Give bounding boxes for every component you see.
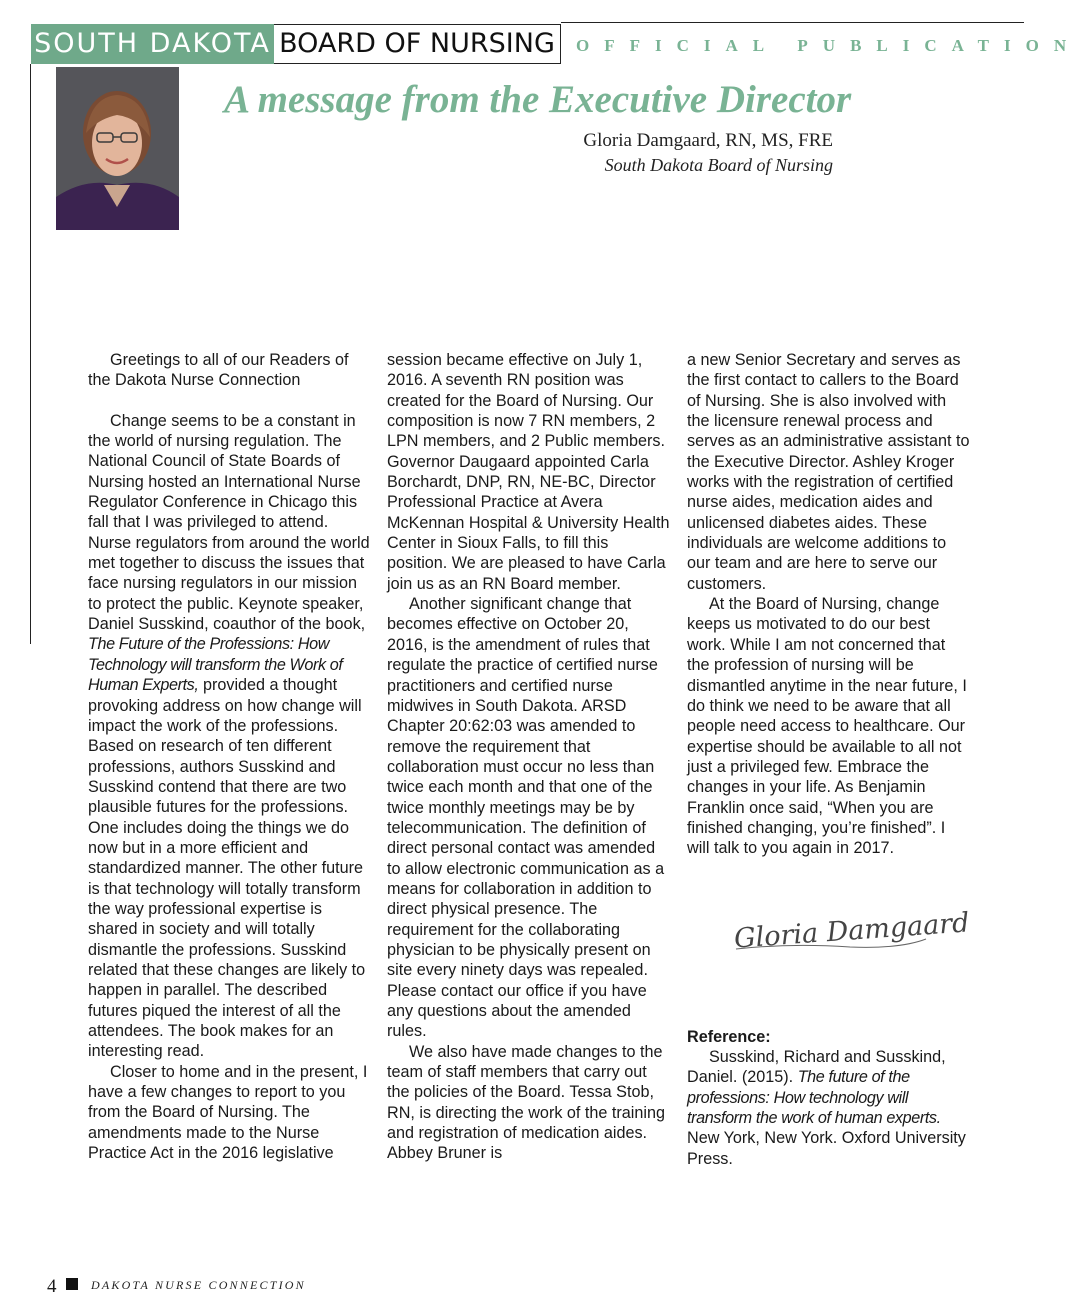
masthead-state: SOUTH DAKOTA — [31, 24, 274, 64]
article-column-3 — [687, 350, 972, 1169]
footer-square-icon — [66, 1278, 78, 1290]
article-title: A message from the Executive Director — [224, 78, 852, 121]
book-title: The Future of the Professions: How Technology will transform the Work of Human Experts, — [88, 635, 343, 695]
author-name: Gloria Damgaard, RN, MS, FRE — [583, 130, 833, 151]
paragraph-text: Change seems to be a constant in the world of nursing regulation. The National Council of State Boards of Nursing hosted an International Nurse Regulator Conference in Chicago this fall that I was privileged to attend. Nurse regulators from around the world met together to discuss the issues that face nursing regulators in our mission to protect the public. Keynote speaker, Daniel Susskind, coauthor of the book, — [88, 411, 370, 634]
article-column-1 — [88, 350, 373, 1163]
signature-image — [730, 903, 971, 959]
reference-heading: Reference: — [687, 1027, 771, 1046]
body-paragraph — [88, 411, 373, 1062]
body-paragraph: At the Board of Nursing, change keeps us motivated to do our best work. While I am not concerned that the profession of nursing will be dismantled anytime in the near future, I do think we need to be aware that all people need access to healthcare. Our expertise should be available to all not just a privileged few. Embrace the changes in your life. As Benjamin Franklin once said, “When you are finished changing, you’re finished”. I will talk to you again in 2017. — [687, 595, 967, 858]
article-column-2 — [387, 350, 672, 1164]
portrait-image — [56, 67, 179, 230]
body-paragraph: We also have made changes to the team of staff members that carry out the policies of the Board. Tessa Stob, RN, is directing the work of the training and registration of medication aides. Abbey Bruner is — [387, 1042, 666, 1163]
masthead-publication: OFFICIAL PUBLICATION — [576, 36, 1081, 55]
signature-text: Gloria Damgaard — [733, 907, 971, 955]
header-rule — [561, 22, 1024, 23]
greeting-paragraph: Greetings to all of our Readers of the Dakota Nurse Connection — [88, 351, 349, 390]
masthead-board: BOARD OF NURSING — [274, 24, 561, 64]
paragraph-text: provided a thought provoking address on how change will impact the work of the professions. Based on research of ten different professions, authors Susskind and Susskind contend that there are two plausible futures for the professions. One includes doing the things we do now but in a more efficient and standardized manner. The other future is that technology will totally transform the way professional expertise is shared in society and will totally dismantle the professions. Susskind related that these changes are likely to happen in parallel. The described futures piqued the interest of all the attendees. The book makes for an interesting read. — [88, 676, 366, 1061]
footer-publication: DAKOTA NURSE CONNECTION — [91, 1278, 306, 1292]
body-paragraph: Closer to home and in the present, I have a few changes to report to you from the Board of Nursing. The amendments made to the Nurse Practice Act in the 2016 legislative — [88, 1062, 368, 1163]
reference-paragraph — [687, 1047, 972, 1169]
reference-text: Susskind, Richard and Susskind, Daniel. (2015). — [687, 1047, 946, 1087]
author-organization: South Dakota Board of Nursing — [604, 155, 833, 175]
body-paragraph: Another significant change that becomes effective on October 20, 2016, is the amendment of rules that regulate the practice of certified nurse practitioners and certified nurse midwives in South Dakota. ARSD Chapter 20:62:03 was amended to remove the requirement that collaboration must occur no less than twice each month and that one of the twice monthly meetings may be by telecommunication. The definition of direct personal contact was amended to allow electronic communication as a means for collaboration in addition to direct physical presence. The requirement for the collaborating physician to be physically present on site every ninety days was repealed. Please contact our office if you have any questions about the amended rules. — [387, 595, 665, 1041]
author-photo — [56, 67, 179, 230]
body-paragraph: a new Senior Secretary and serves as the first contact to callers to the Board of Nursing. She is also involved with the licensure renewal process and serves as an administrative assistant to the Executive Director. Ashley Kroger works with the registration of certified nurse aides, medication aides and unlicensed diabetes aides. These individuals are welcome additions to our team and are here to serve our customers. — [687, 351, 970, 593]
reference-text: New York, New York. Oxford University Press. — [687, 1129, 966, 1168]
margin-rule — [30, 64, 31, 644]
page-number: 4 — [47, 1276, 57, 1297]
reference-title: The future of the professions: How technology will transform the work of human experts. — [687, 1068, 941, 1127]
body-paragraph: session became effective on July 1, 2016. A seventh RN position was created for the Board of Nursing. Our composition is now 7 RN members, 2 LPN members, and 2 Public members. Governor Daugaard appointed Carla Borchardt, DNP, RN, NE-BC, Director Professional Practice at Avera McKennan Hospital & University Health Center in Sioux Falls, to fill this position. We are pleased to have Carla join us as an RN Board member. — [387, 351, 670, 593]
